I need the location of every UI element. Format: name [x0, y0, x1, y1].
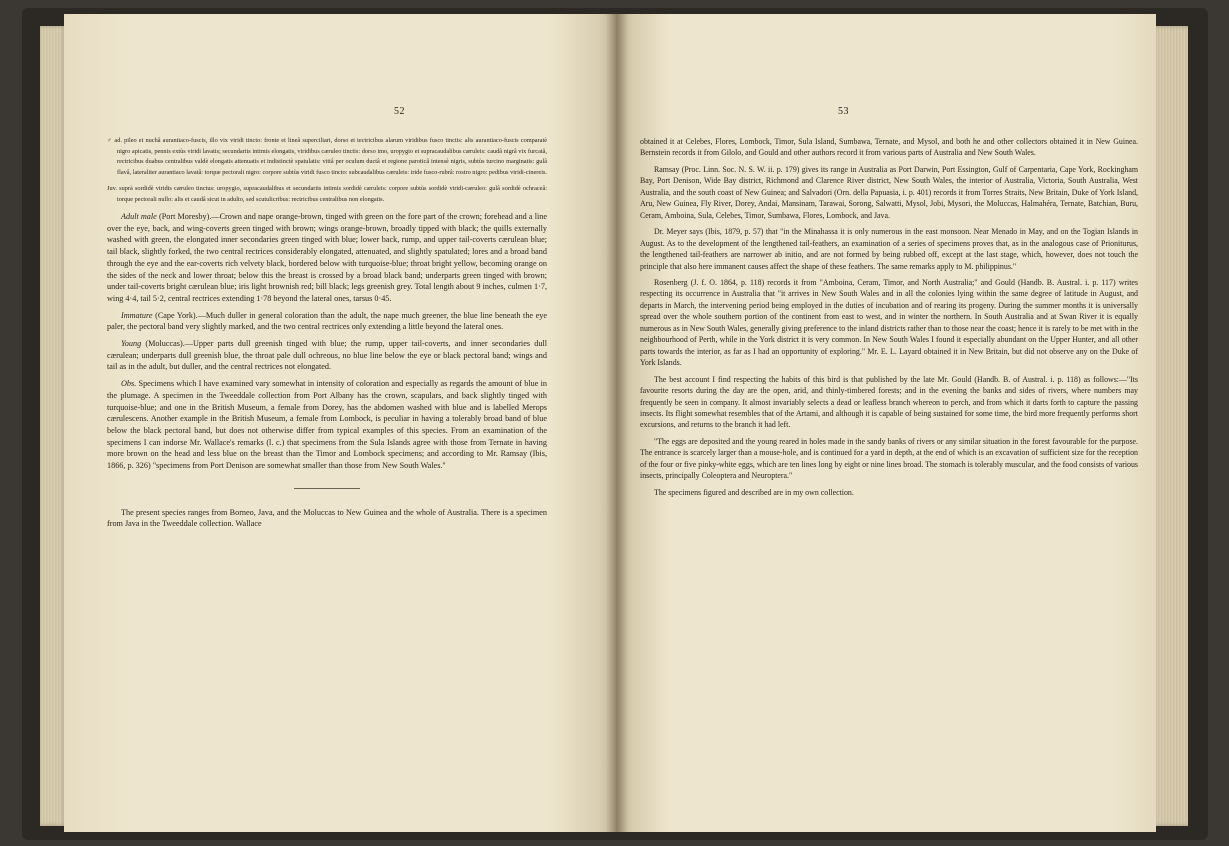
paragraph-young: [107, 338, 547, 373]
lead-adult-male: Adult male: [121, 212, 157, 221]
paragraph-specimens: The specimens figured and described are in my own collection.: [654, 487, 854, 497]
lead-observations: Obs.: [121, 379, 137, 389]
right-text-column: [640, 136, 1138, 503]
paragraph-range: The present species ranges from Borneo, Java, and the Moluccas to New Guinea and the whole of Australia. There is a specimen from Java in the Tweeddale collection. Wallace: [107, 507, 547, 529]
paragraph-habits: The best account I find respecting the habits of this bird is that published by the late Mr. Gould (Handb. B. of Austral. i. p. 118) as follows:—"Its favourite resorts during the day are the open, arid, and thinly-timbered forests; and in the evening the banks and sides of rivers, where numbers may frequently be seen in company. It almost invariably selects a dead or leafless branch whereon to perch, and from which it darts forth to capture the passing insects. Its flight somewhat resembles that of the Artami, and although it is capable of being sustained for some time, the bird more frequently performs short excursions, and returns to the branch it had left.: [640, 374, 1138, 430]
right-page: [616, 14, 1156, 832]
page-number-right: 53: [838, 106, 849, 117]
text-young: (Moluccas).—Upper parts dull greenish tinged with blue; the rump, upper tail-coverts, and inner secondaries dull cærulean; underparts dull greenish blue, the throat pale dull ochreous, no blue line below the eye or black pectoral band; wings and tail as in the adult, but duller, and the central rectrices not elongated.: [107, 339, 547, 372]
paragraph-rosenberg: Rosenberg (J. f. O. 1864, p. 118) records it from "Amboina, Ceram, Timor, and North Australia;" and Gould (Handb. B. Austral. i. p. 117) writes respecting its occurrence in Australia that "it arrives in New South Wales and in all the colonies lying within the same degree of latitude in August, and departs in March, the intervening period being employed in the duties of incubation and of rearing its progeny. During the summer months it is universally spread over the whole southern portion of the continent from east to west, and in winter the northern. In South Australia and at Swan River it is equally numerous as in New South Wales, generally giving preference to the inland districts rather than to those near the coast; hence it is rarely to be met with in the neighbourhood of Perth, while in the York district it is very common. In New South Wales I found it especially abundant on the Upper Hunter, and all other parts towards the interior, as far as I had an opportunity of exploring." Mr. E. L. Layard obtained it in New Britain, but did not observe any on the Duke of York Islands.: [640, 277, 1138, 368]
right-page-edges: [1152, 26, 1188, 826]
text-immature: (Cape York).—Much duller in general coloration than the adult, the nape much greener, the blue line beneath the eye paler, the pectoral band very slightly marked, and the two central rectrices only extending a little beyond the lateral ones.: [107, 310, 547, 332]
left-page-edges: [40, 26, 66, 826]
paragraph-eggs: "The eggs are deposited and the young reared in holes made in the sandy banks of rivers or any similar situation in the forest favourable for the purpose. The entrance is scarcely larger than a mouse-hole, and is continued for a yard in depth, at the end of which is an excavation of sufficient size for the reception of the four or five pinky-white eggs, which are ten lines long by eight or nine lines broad. The stomach is tolerably muscular, and the food consists of various insects, principally Coleoptera and Neuroptera.": [640, 436, 1138, 481]
book-gutter: [606, 14, 628, 832]
left-text-column: [107, 136, 547, 535]
text-adult-male: (Port Moresby).—Crown and nape orange-brown, tinged with green on the fore part of the crown; forehead and a line over the eye, back, and wing-coverts green tinged with brown; wings orange-brown, broadly tipped with black; the quills externally washed with green, the elongated inner secondaries green tinged with blue; lower back, rump, and upper tail-coverts cærulean blue; tail black, slightly forked, the two central rectrices considerably elongated, attenuated, and slightly spatulated; lores and a broad band through the eye and the ear-coverts rich velvety black, bordered below with turquoise-blue; throat bright yellow, becoming orange on the sides of the neck and lower throat; below this the breast is crossed by a broad black band; underparts green tinged with brown; under tail-coverts bright cærulean blue; iris light brownish red; bill black; legs greenish grey. Total length about 9 inches, culmen 1·7, wing 4·4, tail 5·2, central rectrices extending 1·78 beyond the lateral ones, tarsus 0·45.: [107, 212, 547, 303]
paragraph-observations: [107, 378, 547, 472]
latin-description-juvenile: Juv. suprà sordidè viridis cæruleo tinctus: uropygio, supracaudalibus et secundariis intimis sordidè cæruleis: corpore subtùs sordidè viridi-cæruleo: gulâ sordidè ochraceâ: torque pectorali nullo: alis et caudâ sicut in adulto, sed scutulicribus: rectricibus centralibus non elongatis.: [107, 185, 547, 203]
paragraph-range-continued: obtained it at Celebes, Flores, Lombock, Timor, Sula Island, Sumbawa, Ternate, and Mysol, and both he and other collectors obtained it in New Guinea. Bernstein records it from Gilolo, and Gould and other authors record it from various parts of Australia and New South Wales.: [640, 137, 1138, 158]
lead-young: Young: [121, 339, 142, 349]
lead-immature: Immature: [121, 310, 153, 320]
section-divider: [294, 488, 360, 489]
left-page: [64, 14, 616, 832]
page-number-left: 52: [394, 106, 405, 117]
latin-description-male: ♂ ad. pileo et nuchâ aurantiaco-fuscis, illo vix viridi tincto: fronte et lineâ superciliari, dorso et tectricibus alarum viridibus fusco tinctis: alis aurantiaco-fuscis comparatè nigro apicatis, pennis extùs viridi lavatis; secundariis intimis elongatis, viridibus cæruleo tinctis: dorso imo, uropygio et supracaudalibus cæruleis: caudâ nigrâ vix furcatâ, rectricibus duabus centralibus valdè elongatis attenuatis et indistinctè spatulatis: vittâ per oculum ductâ et regione paroticâ intensè nigris, subtùs turcino marginatis: gulâ flavâ, lateraliter aurantiaco lavatâ: torque pectorali nigro: corpore subtùs viridi fusco tincto: subcaudalibus cæruleis: iride fusco-rubrâ: rostro nigro: pedibus viridi-cinereis.: [107, 137, 547, 176]
paragraph-meyer: Dr. Meyer says (Ibis, 1879, p. 57) that "in the Minahassa it is only numerous in the east monsoon. Near Menado in May, and on the Togian Islands in August. As to the development of the lengthened tail-feathers, an examination of a series of specimens proves that, as in the analogous case of Prioniturus, the lengthened tail-feathers are narrower ab initio, and are not formed by being rubbed off, except at the last stage, which, however, does not touch the principle that also here immanent causes affect the shape of these feathers. The same remarks apply to M. philippinus.": [640, 227, 1138, 271]
paragraph-immature: [107, 310, 547, 333]
paragraph-ramsay: Ramsay (Proc. Linn. Soc. N. S. W. ii. p. 179) gives its range in Australia as Port Darwin, Port Essington, Gulf of Carpentaria, Cape York, Rockingham Bay, Port Denison, Wide Bay district, Richmond and Clarence River district, New South Wales, the interior of Australia, Victoria, South Australia, West Australia, and the south coast of New Guinea; and Salvadori (Orn. della Papuasia, i. p. 401) records it from Torres Straits, New Britain, Duke of York Island, Aru, New Guinea, Fly River, Dorey, Andai, Mansinam, Tarawai, Sorong, Salwatti, Mysol, Jobi, Mysori, the Moluccas, Halmahéra, Ternate, Batchian, Buru, Ceram, Amboina, Sula, Celebes, Timor, Sumbawa, Flores, Lombock, and Java.: [640, 164, 1138, 220]
text-observations: Specimens which I have examined vary somewhat in intensity of coloration and especially as regards the amount of blue in the plumage. A specimen in the Tweeddale collection from Port Albany has the crown, scapulars, and back slightly tinged with turquoise-blue; and one in the British Museum, a female from Dorey, has the abdomen washed with blue and is labelled Merops cærulescens. Another example in the British Museum, a female from Lombock, is peculiar in having a tolerably broad band of blue below the black pectoral band, but does not otherwise differ from typical examples of this species. From an examination of the specimens I can indorse Mr. Wallace's remarks (l. c.) that specimens from the Sula Islands agree with those from Ternate in having more brown on the head and less blue on the breast than the Timor and Lombock specimens; and according to Mr. Ramsay (Ibis, 1866, p. 326) "specimens from Port Denison are somewhat smaller than those from New South Wales.": [107, 379, 547, 471]
paragraph-adult-male: [107, 211, 547, 305]
